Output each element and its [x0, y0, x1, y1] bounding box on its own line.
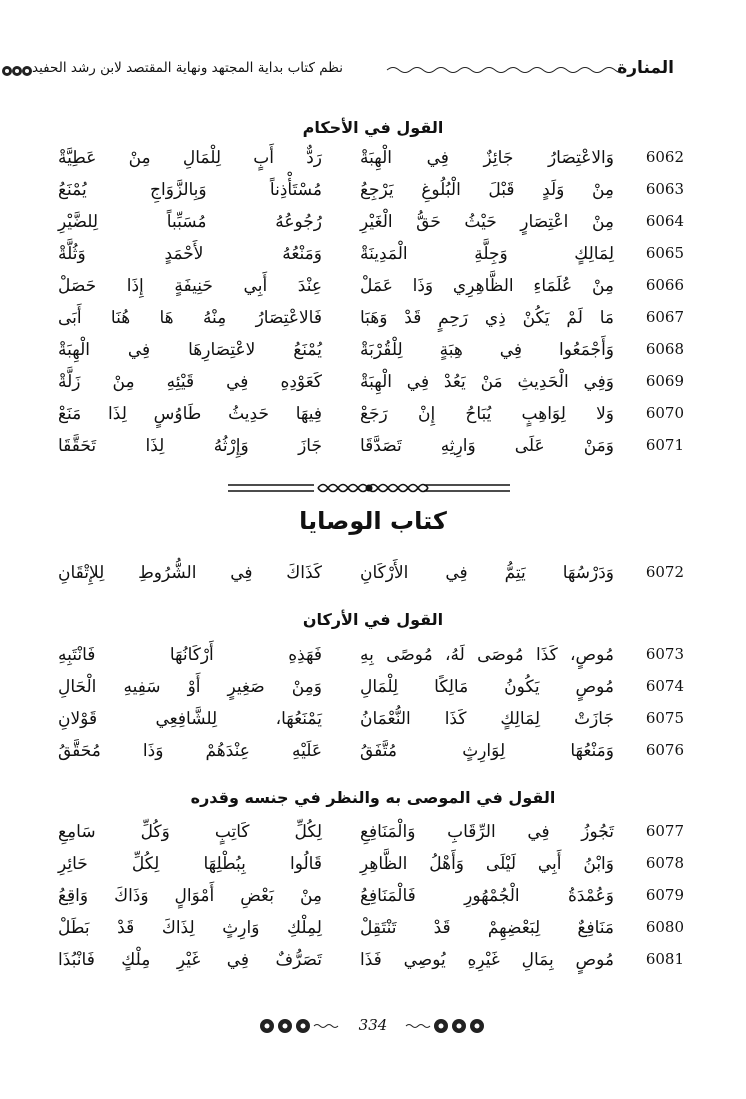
section-divider-ornament	[228, 478, 510, 498]
verse-second-hemistich: فَهَذِهِ أَرْكَانُهَا فَانْتَبِهِ	[58, 645, 322, 665]
verse-second-hemistich: رُجُوعُهُ مُسَبِّباً لِلضَّيْرِ	[58, 212, 322, 232]
verse-second-hemistich: كَذَاكَ فِي الشُّرُوطِ لِلإِتْقَانِ	[58, 563, 322, 583]
verse-row	[0, 244, 746, 274]
book-title: كتاب الوصايا	[299, 507, 447, 535]
header-wave-rule	[385, 52, 625, 82]
verse-second-hemistich: كَعَوْدِهِ فِي قَيْئِهِ مِنْ زَلَّةْ	[58, 372, 322, 392]
verse-second-hemistich: وَمِنْ صَغِيرٍ أَوْ سَفِيهِ الْحَالِ	[58, 677, 322, 697]
verse-row	[0, 709, 746, 739]
verse-row	[0, 918, 746, 948]
verse-first-hemistich: وَمَنْ عَلَى وَارِثِهِ تَصَدَّقَا	[360, 436, 614, 456]
verse-first-hemistich: مِنْ عُلَمَاءِ الظَّاهِرِي وَذَا عَمَلْ	[360, 276, 614, 296]
verse-row	[0, 677, 746, 707]
verse-second-hemistich: فِيهَا حَدِيثُ طَاوُسٍ لِذَا مَنَعْ	[58, 404, 322, 424]
verse-second-hemistich: قَالُوا بِبُطْلِهَا لِكُلِّ حَائِرِ	[58, 854, 322, 874]
verse-first-hemistich: وَلا لِوَاهِبٍ يُبَاحُ إِنْ رَجَعْ	[360, 404, 614, 424]
verse-number: 6075	[645, 709, 684, 727]
verse-first-hemistich: مُوصٍ، كَذَا مُوصَى لَهُ، مُوصًى بِهِ	[360, 645, 614, 665]
section-heading-ahkam: القول في الأحكام	[302, 118, 444, 137]
verse-row	[0, 741, 746, 771]
verse-row	[0, 372, 746, 402]
verse-number: 6062	[645, 148, 684, 166]
verse-number: 6081	[645, 950, 684, 968]
verse-first-hemistich: وَأَجْمَعُوا فِي هِبَةٍ لِلْقُرْبَةْ	[360, 340, 614, 360]
verse-row	[0, 308, 746, 338]
page-footer	[0, 1015, 746, 1045]
section-heading-musa-bihi: القول في الموصى به والنظر في جنسه وقدره	[190, 788, 556, 807]
verse-number: 6069	[645, 372, 684, 390]
verse-row	[0, 645, 746, 675]
verse-number: 6064	[645, 212, 684, 230]
verse-second-hemistich: جَازَ وَإِرْثُهُ لِذَا تَحَقَّقَا	[58, 436, 322, 456]
verse-first-hemistich: وَفِي الْحَدِيثِ مَنْ يَعُدْ فِي الْهِبَةْ	[360, 372, 614, 392]
verse-first-hemistich: جَازَتْ لِمَالِكٍ كَذَا النُّعْمَانُ	[360, 709, 614, 729]
verse-second-hemistich: لِكُلِّ كَاتِبٍ وَكُلِّ سَامِعِ	[58, 822, 322, 842]
verse-second-hemistich: لِمِلْكِ وَارِثٍ لِذَاكَ قَدْ بَطَلْ	[58, 918, 322, 938]
header-flower-ornament	[2, 64, 32, 78]
verse-second-hemistich: مُسْتَأْذِناً وَبِالزَّوَاجِ يُمْنَعُ	[58, 180, 322, 200]
verse-first-hemistich: تَجُوزُ فِي الرِّقَابِ وَالْمَنَافِعِ	[360, 822, 614, 842]
verse-row	[0, 276, 746, 306]
verse-second-hemistich: وَمَنْعُهُ لأَحْمَدٍ وَثُلَّةْ	[58, 244, 322, 264]
verse-first-hemistich: مَنَافِعٌ لِبَعْضِهِمْ قَدْ تَنْتَقِلْ	[360, 918, 614, 938]
header-brand: المنارة	[617, 58, 674, 78]
verse-number: 6077	[645, 822, 684, 840]
verse-row	[0, 822, 746, 852]
verse-first-hemistich: وَالاعْتِصَارُ جَائِزٌ فِي الْهِبَةْ	[360, 148, 614, 168]
verse-second-hemistich: تَصَرُّفٌ فِي غَيْرِ مِلْكٍ فَانْبُذَا	[58, 950, 322, 970]
verse-first-hemistich: وَعُمْدَةُ الْجُمْهُورِ فَالْمَنَافِعُ	[360, 886, 614, 906]
verse-second-hemistich: عَلَيْهِ عِنْدَهُمْ وَذَا مُحَقَّقُ	[58, 741, 322, 761]
verse-row	[0, 180, 746, 210]
verse-second-hemistich: يُمْنَعُ لاعْتِصَارِهَا فِي الْهِبَةْ	[58, 340, 322, 360]
verse-first-hemistich: وَدَرْسُهَا يَتِمُّ فِي الأَرْكَانِ	[360, 563, 614, 583]
verse-first-hemistich: لِمَالِكٍ وَجِلَّةِ الْمَدِينَةْ	[360, 244, 614, 264]
header-book-title: نظم كتاب بداية المجتهد ونهاية المقتصد لابن رشد الحفيد	[32, 60, 344, 76]
verse-first-hemistich: وَابْنُ أَبِي لَيْلَى وَأَهْلُ الظَّاهِرِ	[360, 854, 614, 874]
verse-first-hemistich: وَمَنْعُهَا لِوَارِثٍ مُتَّفَقُ	[360, 741, 614, 761]
verse-number: 6070	[645, 404, 684, 422]
verse-number: 6065	[645, 244, 684, 262]
verse-number: 6080	[645, 918, 684, 936]
running-header	[0, 52, 746, 92]
verse-row	[0, 950, 746, 980]
verse-row	[0, 436, 746, 466]
verse-first-hemistich: مِنْ وَلَدٍ قَبْلَ الْبُلُوغِ يَرْجِعُ	[360, 180, 614, 200]
verse-second-hemistich: فَالاعْتِصَارُ مِنْهُ هَا هُنَا أَبَى	[58, 308, 322, 328]
verse-second-hemistich: عِنْدَ أَبِي حَنِيفَةٍ إِذَا حَصَلْ	[58, 276, 322, 296]
verse-second-hemistich: يَمْنَعُهَا، لِلشَّافِعِي قَوْلانِ	[58, 709, 322, 729]
verse-number: 6079	[645, 886, 684, 904]
verse-second-hemistich: رَدٌّ أَبٍ لِلْمَالِ مِنْ عَطِيَّةْ	[58, 148, 322, 168]
verse-row	[0, 563, 746, 593]
page-number: 334	[358, 1016, 388, 1034]
verse-number: 6076	[645, 741, 684, 759]
verse-first-hemistich: مُوصٍ يَكُونُ مَالِكًا لِلْمَالِ	[360, 677, 614, 697]
verse-row	[0, 212, 746, 242]
verse-row	[0, 148, 746, 178]
verse-number: 6072	[645, 563, 684, 581]
verse-first-hemistich: مَا لَمْ يَكُنْ ذِي رَحِمٍ قَدْ وَهَبَا	[360, 308, 614, 328]
section-heading-arkan: القول في الأركان	[302, 610, 444, 629]
verse-number: 6068	[645, 340, 684, 358]
verse-row	[0, 404, 746, 434]
verse-row	[0, 854, 746, 884]
verse-first-hemistich: مُوصٍ بِمَالِ غَيْرِهِ يُوصِي فَذَا	[360, 950, 614, 970]
verse-row	[0, 340, 746, 370]
verse-number: 6067	[645, 308, 684, 326]
verse-second-hemistich: مِنْ بَعْضِ أَمْوَالٍ وَذَاكَ وَاقِعُ	[58, 886, 322, 906]
verse-number: 6066	[645, 276, 684, 294]
verse-number: 6074	[645, 677, 684, 695]
verse-number: 6063	[645, 180, 684, 198]
verse-first-hemistich: مِنْ اعْتِصَارٍ حَيْثُ حَقُّ الْغَيْرِ	[360, 212, 614, 232]
verse-number: 6078	[645, 854, 684, 872]
footer-right-ornament	[404, 1017, 486, 1035]
verse-number: 6071	[645, 436, 684, 454]
verse-number: 6073	[645, 645, 684, 663]
verse-row	[0, 886, 746, 916]
